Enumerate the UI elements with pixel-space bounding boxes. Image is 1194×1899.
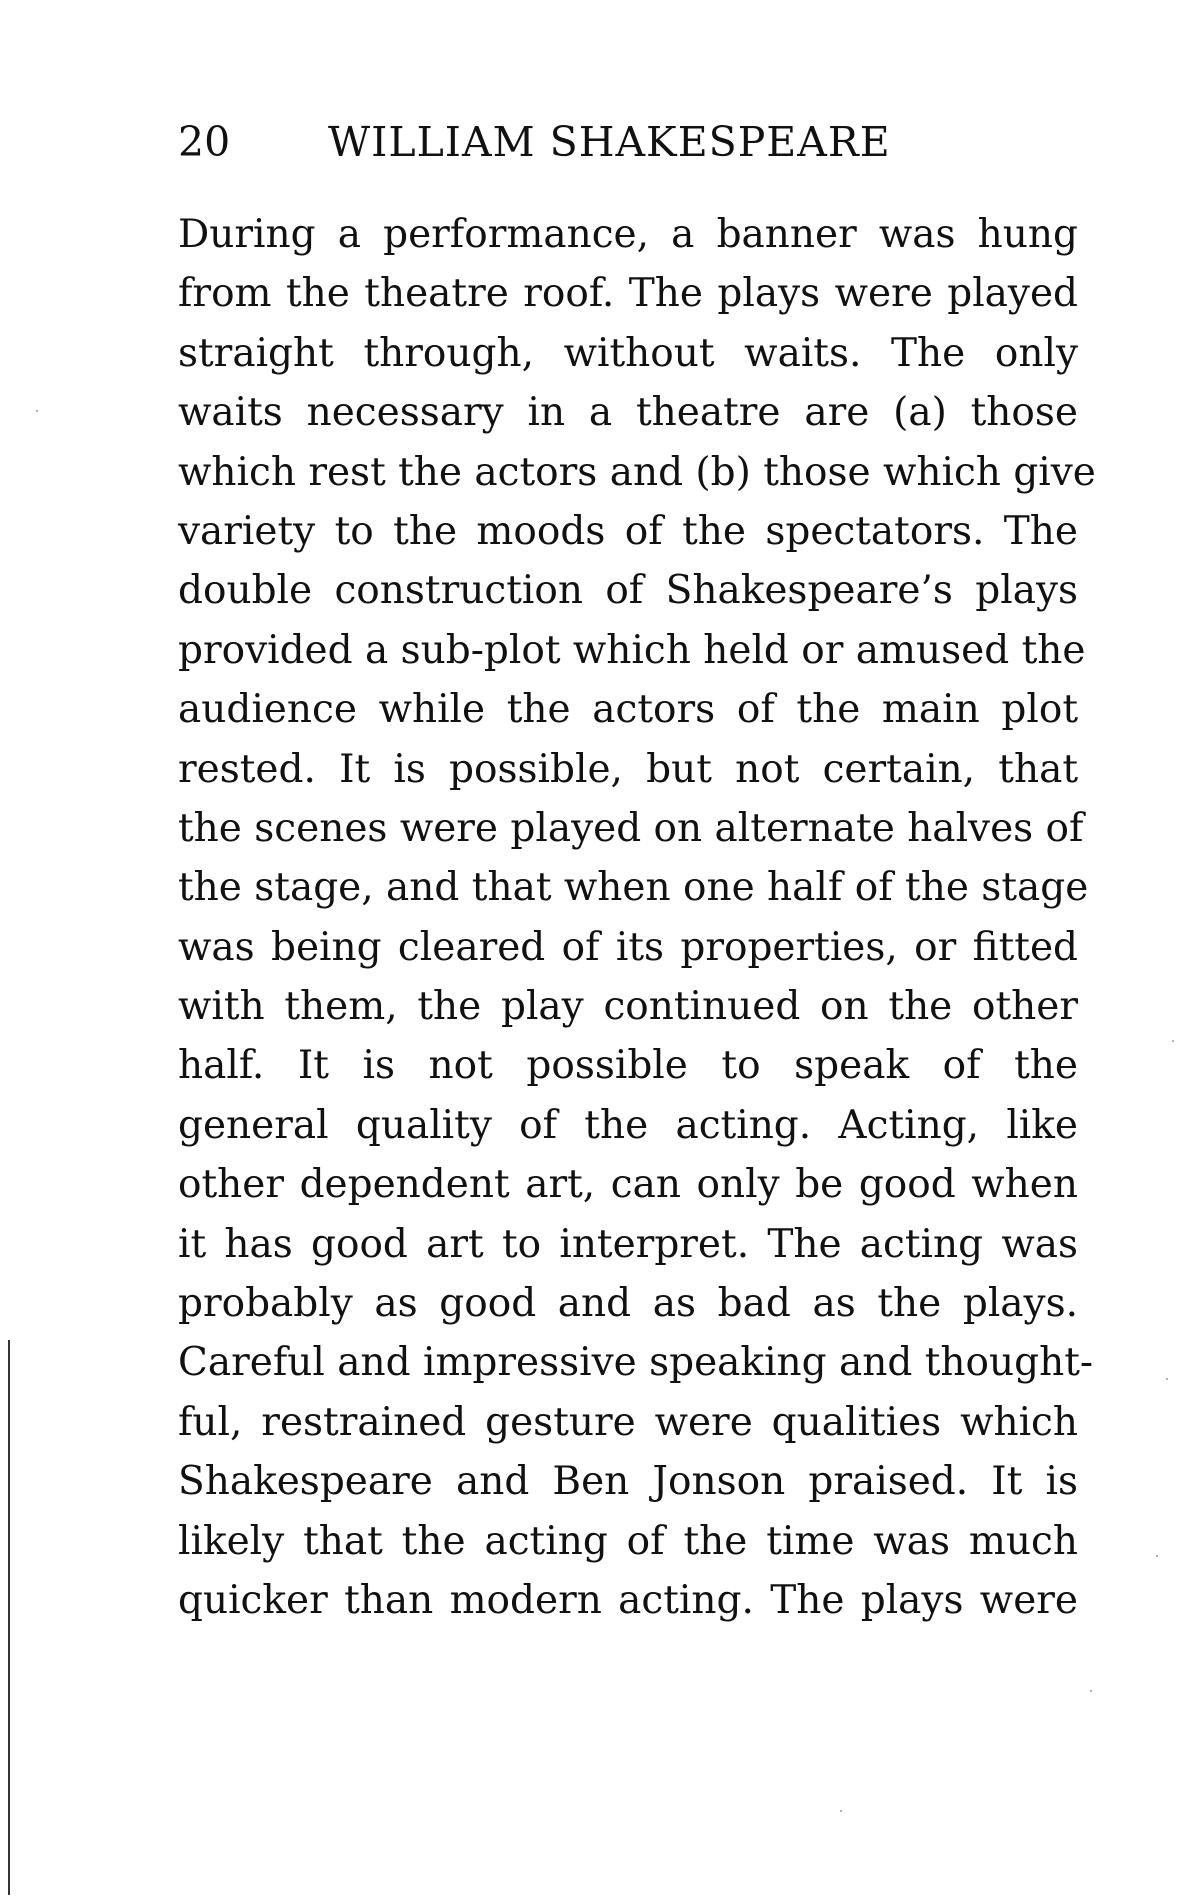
text-line: other dependent art, can only be good when [178, 1162, 1078, 1208]
text-line: audience while the actors of the main plot [178, 687, 1078, 733]
text-line: it has good art to interpret. The acting was [178, 1221, 1078, 1267]
scan-speck [1172, 1040, 1174, 1042]
text-line: Careful and impressive speaking and thought- [178, 1340, 1094, 1386]
text-line: provided a sub-plot which held or amused the [178, 627, 1086, 673]
text-line: waits necessary in a theatre are (a) those [178, 390, 1078, 436]
text-line: general quality of the acting. Acting, like [178, 1102, 1078, 1148]
running-head [178, 118, 1078, 166]
text-line: the stage, and that when one half of the stage [178, 865, 1089, 911]
text-line: the scenes were played on alternate halves of [178, 805, 1084, 851]
text-line: probably as good and as bad as the plays. [178, 1281, 1078, 1327]
text-line: likely that the acting of the time was much [178, 1518, 1078, 1564]
text-line: from the theatre roof. The plays were played [178, 271, 1078, 317]
scan-speck [1156, 1555, 1158, 1557]
scan-speck [1090, 1690, 1092, 1692]
text-line: which rest the actors and (b) those which give [178, 449, 1096, 495]
text-line: quicker than modern acting. The plays were [178, 1577, 1078, 1623]
scan-speck [840, 1810, 842, 1812]
text-line: with them, the play continued on the other [178, 984, 1078, 1030]
text-line: Shakespeare and Ben Jonson praised. It is [178, 1459, 1078, 1505]
body-paragraph [178, 205, 1096, 1630]
text-line: half. It is not possible to speak of the [178, 1043, 1078, 1089]
scan-speck [1166, 1378, 1168, 1380]
text-line: rested. It is possible, but not certain, that [178, 746, 1078, 792]
text-line: ful, restrained gesture were qualities which [178, 1399, 1078, 1445]
page-number: 20 [178, 118, 231, 166]
scan-speck [36, 410, 38, 412]
text-line: straight through, without waits. The only [178, 330, 1078, 376]
text-line: variety to the moods of the spectators. The [178, 508, 1078, 554]
text-line: During a performance, a banner was hung [178, 212, 1078, 257]
running-title: WILLIAM SHAKESPEARE [328, 118, 891, 166]
text-line: was being cleared of its properties, or fitted [178, 924, 1078, 970]
scan-edge-mark [8, 1340, 10, 1895]
text-line: double construction of Shakespeare’s plays [178, 568, 1078, 614]
